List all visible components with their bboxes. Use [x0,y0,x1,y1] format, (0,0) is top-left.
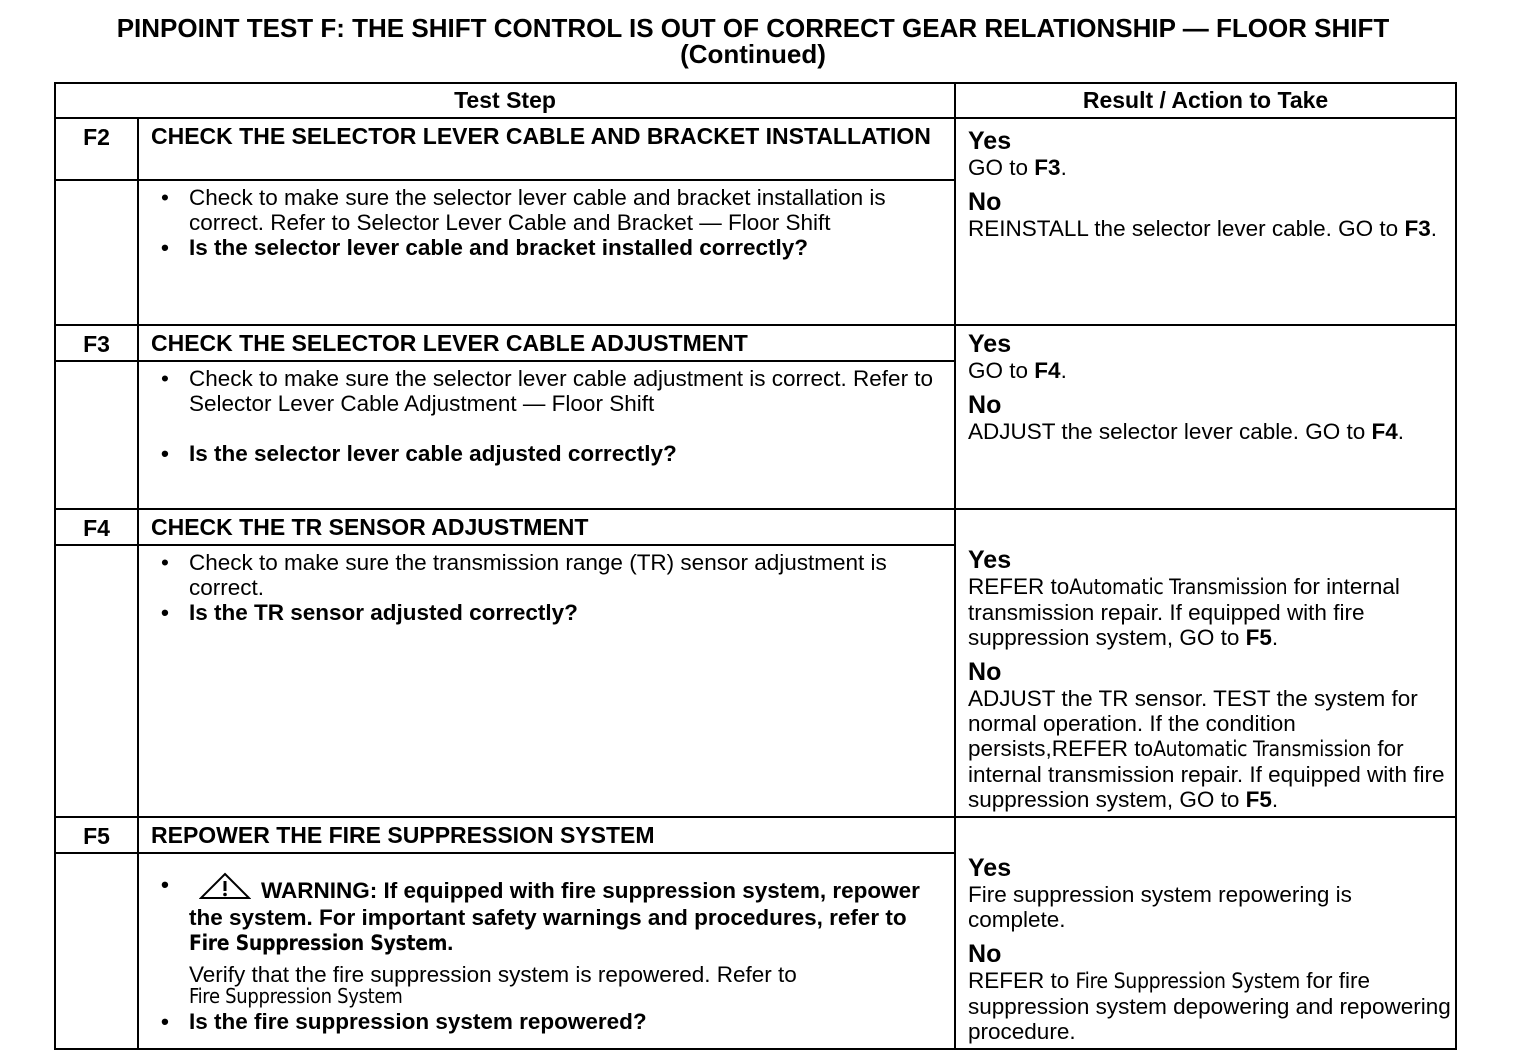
step-title-f2: CHECK THE SELECTOR LEVER CABLE AND BRACKET INSTALLATION [138,118,955,180]
no-text-f2: REINSTALL the selector lever cable. GO to [968,216,1405,241]
step-id-spacer [55,361,138,509]
bullet-question-f2: • Is the selector lever cable and bracket installed correctly? [151,235,934,260]
yes-text-f4-cont: for internal transmission repair. If equipped with fire suppression system, GO to [968,574,1400,650]
header-test-step: Test Step [55,83,955,118]
link-fire-suppression-system[interactable]: Fire Suppression System [1075,969,1300,993]
step-body-f3 [138,361,955,509]
title-line-1: PINPOINT TEST F: THE SHIFT CONTROL IS OUT OF CORRECT GEAR RELATIONSHIP — FLOOR SHIFT [116,13,1390,43]
bullet-question-f4: • Is the TR sensor adjusted correctly? [151,600,934,625]
no-label-f4: No [968,658,1002,686]
warning-triangle-icon [199,872,251,905]
yes-text-f2: GO to [968,155,1035,180]
result-f5 [955,817,1456,1049]
step-body-f4 [138,545,955,817]
warning-text: WARNING: If equipped with fire suppression system, repower the system. For important safety warnings and procedures, refer to [189,878,920,930]
link-f5[interactable]: F5 [1245,625,1272,650]
link-f4[interactable]: F4 [1371,419,1398,444]
bullet-instruction-f4: • Check to make sure the transmission range (TR) sensor adjustment is correct. [151,550,934,600]
step-id-f2: F2 [55,118,138,180]
link-automatic-transmission[interactable]: Automatic Transmission [1153,737,1372,761]
header-result-action: Result / Action to Take [955,83,1456,118]
title-line-2: (Continued) [680,39,826,69]
step-body-f5 [138,853,955,1049]
yes-label-f2: Yes [968,127,1012,155]
no-text-f5: REFER to [968,968,1076,993]
bullet-warning-f5 [151,872,934,956]
result-f4 [955,509,1456,817]
link-f3[interactable]: F3 [1034,155,1061,180]
no-text-f4-cont: for internal transmission repair. If equipped with fire suppression system, GO to [968,736,1445,812]
yes-label-f4: Yes [968,546,1012,574]
punct: . [1060,155,1067,180]
bullet-question-f3: • Is the selector lever cable adjusted correctly? [151,441,934,466]
result-f3 [955,325,1456,509]
result-f2 [955,118,1456,325]
page-title [0,15,1506,67]
yes-text-f4: REFER to [968,574,1070,599]
step-id-f5: F5 [55,817,138,853]
step-id-spacer [55,545,138,817]
yes-text-f5: Fire suppression system repowering is complete. [968,882,1352,932]
step-title-f5: REPOWER THE FIRE SUPPRESSION SYSTEM [138,817,955,853]
yes-text-f3: GO to [968,358,1035,383]
step-id-f4: F4 [55,509,138,545]
punct: . [1271,625,1279,650]
step-id-f3: F3 [55,325,138,361]
step-id-spacer [55,853,138,1049]
link-f4[interactable]: F4 [1034,358,1061,383]
link-fire-suppression-system[interactable]: Fire Suppression System [189,984,403,1008]
link-fire-suppression-system[interactable]: Fire Suppression System [189,931,448,955]
punct: . [447,930,454,955]
no-text-f3: ADJUST the selector lever cable. GO to [968,419,1372,444]
pinpoint-test-table [54,82,1457,1050]
no-label-f5: No [968,940,1002,968]
step-title-f3: CHECK THE SELECTOR LEVER CABLE ADJUSTMENT [138,325,955,361]
no-label-f2: No [968,188,1002,216]
step-body-f2 [138,180,955,325]
punct: . [1430,216,1437,241]
link-f3[interactable]: F3 [1404,216,1431,241]
no-text-f5-cont: for fire suppression system depowering and repowering procedure. [968,968,1451,1044]
yes-label-f5: Yes [968,854,1012,882]
bullet-instruction-f2: • Check to make sure the selector lever cable and bracket installation is correct. Refer to Selector Lever Cable and Bracket — Floor Shift [151,185,934,235]
no-label-f3: No [968,391,1002,419]
verify-text-f5 [151,962,934,1009]
verify-line: Verify that the fire suppression system is repowered. Refer to [189,962,797,987]
punct: . [1397,419,1405,444]
no-text-f4: ADJUST the TR sensor. TEST the system for normal operation. If the condition persists,REFER to [968,686,1418,761]
yes-label-f3: Yes [968,330,1012,358]
punct: . [1060,358,1067,383]
link-automatic-transmission[interactable]: Automatic Transmission [1069,575,1288,599]
step-id-spacer [55,180,138,325]
bullet-instruction-f3: • Check to make sure the selector lever cable adjustment is correct. Refer to Selector Lever Cable Adjustment — Floor Shift [151,366,934,416]
bullet-question-f5: • Is the fire suppression system repowered? [151,1009,934,1034]
link-f5[interactable]: F5 [1245,787,1272,812]
step-title-f4: CHECK THE TR SENSOR ADJUSTMENT [138,509,955,545]
punct: . [1271,787,1279,812]
